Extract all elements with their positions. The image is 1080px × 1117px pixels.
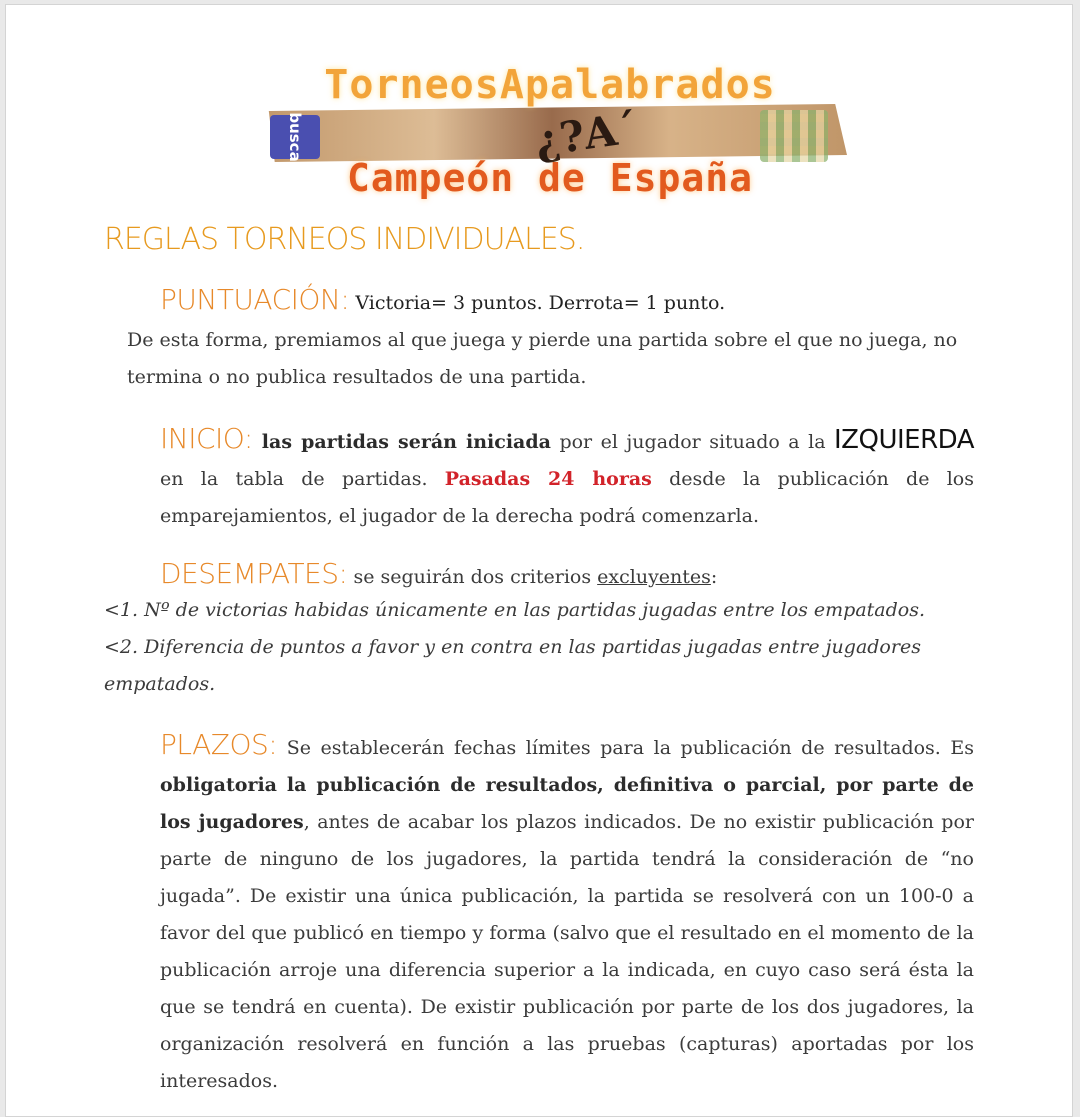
puntuacion-rule: Victoria= 3 puntos. Derrota= 1 punto. — [349, 292, 726, 314]
inicio-text-1: por el jugador situado a la — [550, 431, 834, 453]
inicio-text-3: desde la publicación de los emparejamientos, el jugador de la derecha podrá comenzarla. — [160, 468, 974, 527]
plazos-bold: obligatoria la publicación de resultados, definitiva o parcial, por parte de los jugadores — [160, 774, 974, 833]
inicio-paragraph — [160, 420, 974, 535]
page-title: REGLAS TORNEOS INDIVIDUALES. — [104, 222, 585, 257]
puntuacion-explanation: De esta forma, premiamos al que juega y pierde una partida sobre el que no juega, no termina o no publica resultados de una partida. — [127, 329, 958, 388]
plazos-text-1: Se establecerán fechas límites para la publicación de resultados. Es — [277, 737, 974, 759]
desempates-label: DESEMPATES: — [160, 557, 348, 590]
desempates-underlined: excluyentes — [597, 566, 711, 588]
banner-logo-word: busca — [270, 115, 320, 159]
banner-glyph: ¿?A´ — [532, 103, 641, 166]
puntuacion-label: PUNTUACIÓN: — [160, 283, 350, 316]
desempates-criterion-1: <1. Nº de victorias habidas únicamente en las partidas jugadas entre los empatados. — [104, 599, 926, 621]
banner-title: TorneosApalabrados — [324, 62, 776, 108]
tiles-image — [760, 110, 828, 162]
desempates-colon: : — [710, 566, 718, 588]
inicio-red: Pasadas 24 horas — [444, 468, 652, 490]
plazos-paragraph — [160, 726, 974, 1100]
desempates-intro: se seguirán dos criterios — [347, 566, 598, 588]
inicio-emphasis: IZQUIERDA — [834, 425, 974, 455]
plazos-label: PLAZOS: — [160, 728, 278, 761]
plazos-text-2: , antes de acabar los plazos indicados. De no existir publicación por parte de ninguno de los jugadores, la partida tendrá la consideración de “no jugada”. De existir una única publicación, la partida se resolverá con un 100-0 a favor del que publicó en tiempo y forma (salvo que el resultado en el momento de la publicación arroje una diferencia superior a la indicada, en cuyo caso será ésta la que se tendrá en cuenta). De existir publicación por parte de los dos jugadores, la organización resolverá en función a las pruebas (capturas) aportadas por los interesados. — [160, 811, 974, 1092]
banner-subtitle: Campeón de España — [347, 156, 753, 200]
inicio-label: INICIO: — [160, 422, 253, 455]
desempates-line — [160, 555, 974, 596]
inicio-text-2: en la tabla de partidas. — [160, 468, 445, 490]
inicio-bold: las partidas serán iniciada — [252, 431, 551, 453]
desempates-criterion-2: <2. Diferencia de puntos a favor y en contra en las partidas jugadas entre jugadores empatados. — [104, 636, 921, 695]
puntuacion-line — [160, 281, 980, 322]
banner — [205, 62, 895, 200]
